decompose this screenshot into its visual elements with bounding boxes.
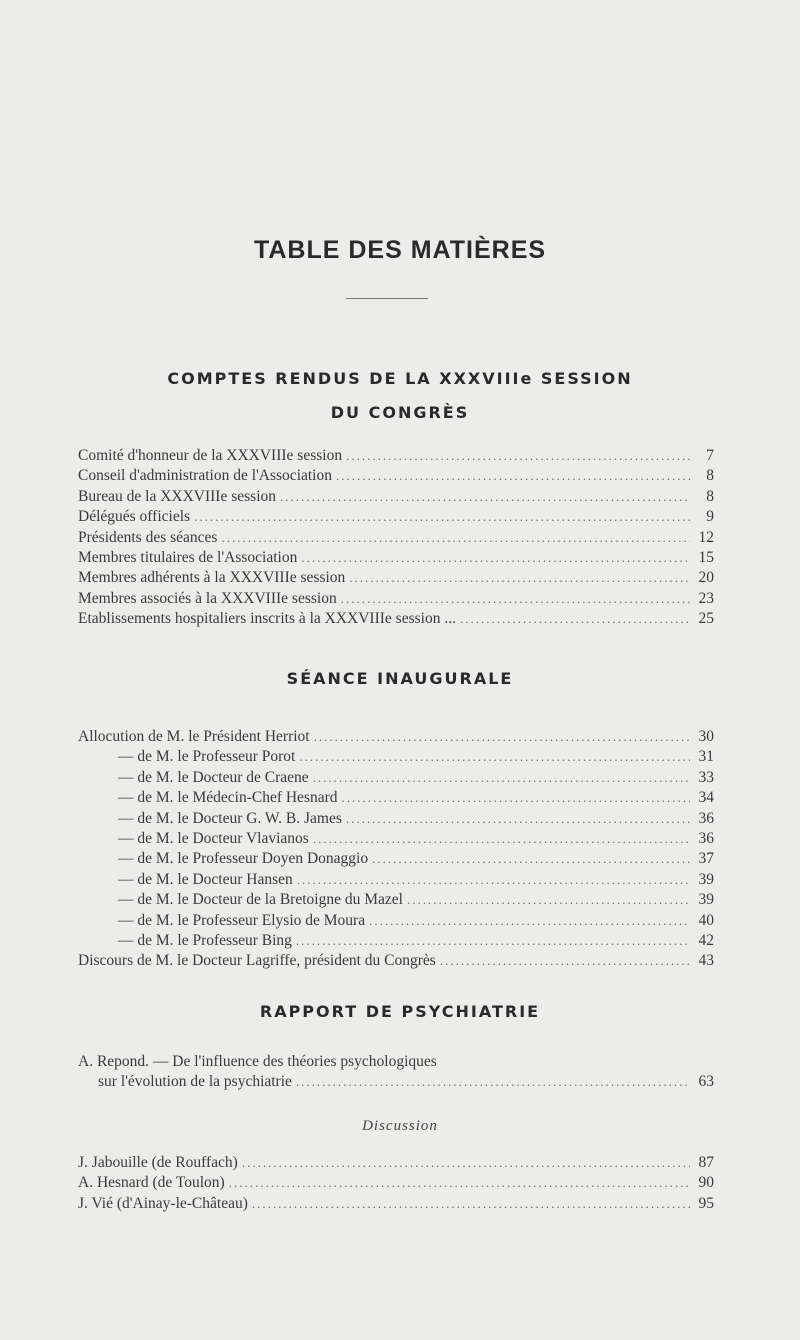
section-heading-seance: SÉANCE INAUGURALE [286,669,514,688]
dot-leader [460,611,690,627]
dot-leader [349,570,690,586]
entry-label: — de M. le Professeur Elysio de Moura [118,911,366,929]
entry-page: 37 [698,850,714,868]
entry-page: 87 [698,1154,714,1171]
entry-label: Allocution de M. le Président Herriot [78,728,310,745]
discussion-heading: Discussion [362,1118,438,1134]
toc-entry[interactable] [78,1174,714,1194]
toc-entry[interactable] [78,590,714,610]
dot-leader [280,489,690,505]
entry-label: — de M. le Docteur G. W. B. James [118,809,342,827]
toc-entry[interactable] [78,891,714,911]
entry-page: 63 [698,1073,714,1091]
entry-page: 12 [698,528,714,546]
entry-page: 43 [698,952,714,970]
entry-page: 31 [698,748,714,766]
dot-leader [229,1175,690,1191]
toc-entry[interactable] [78,769,714,789]
toc-entry[interactable] [78,850,714,870]
toc-entry-main-line1[interactable] [78,1053,714,1073]
toc-entry[interactable] [78,529,714,549]
entry-page: 39 [698,870,714,888]
entry-page: 33 [698,768,714,786]
entry-page: 23 [698,589,714,607]
entry-page: 42 [698,931,714,949]
entry-label: Délégués officiels [78,508,191,526]
toc-entry[interactable] [78,488,714,508]
entry-label: — de M. le Docteur Hansen [118,870,293,888]
section-heading-line2: DU CONGRÈS [330,403,470,422]
entry-label: — de M. le Professeur Bing [118,931,292,949]
dot-leader [299,749,690,765]
entry-page: 20 [698,569,714,587]
section-heading-line1: COMPTES RENDUS DE LA XXXVIIIe SESSION [167,369,633,388]
entry-page: 8 [706,487,714,505]
entry-label: Comité d'honneur de la XXXVIIIe session [78,447,343,464]
toc-entry[interactable] [78,549,714,569]
entry-page: 34 [698,789,714,807]
dot-leader [301,550,690,566]
toc-entry[interactable] [78,610,714,630]
dot-leader [296,933,690,949]
toc-entry[interactable] [78,1195,714,1215]
entry-page: 39 [698,891,714,909]
entry-label: — de M. le Docteur Vlavianos [118,829,309,847]
entry-label: — de M. le Docteur de Craene [118,768,309,786]
entry-label: Membres titulaires de l'Association [78,548,298,566]
entry-page: 90 [698,1174,714,1192]
dot-leader [346,811,690,827]
toc-entry[interactable] [78,569,714,589]
entry-label: J. Vié (d'Ainay-le-Château) [78,1194,248,1212]
toc-entry[interactable] [78,932,714,952]
toc-entry[interactable] [78,728,714,748]
section-heading-comptes-rendus [0,362,800,430]
entry-label: Membres associés à la XXXVIIIe session [78,589,337,607]
entry-label: Conseil d'administration de l'Association [78,467,332,485]
toc-entry[interactable] [78,810,714,830]
dot-leader [314,729,690,745]
entry-label: A. Repond. — De l'influence des théories psychologiques [78,1053,437,1070]
toc-entry[interactable] [78,1154,714,1174]
toc-entry[interactable] [78,467,714,487]
dot-leader [313,831,690,847]
section-heading-rapport: RAPPORT DE PSYCHIATRIE [259,1002,541,1021]
toc-list-comptes-rendus [78,447,714,631]
toc-entry[interactable] [78,447,714,467]
entry-label: J. Jabouille (de Rouffach) [78,1154,238,1171]
dot-leader [369,913,690,929]
toc-entry[interactable] [78,508,714,528]
toc-list-rapport-main [78,1053,714,1094]
toc-entry-main-line2[interactable] [78,1073,714,1093]
entry-label: Présidents des séances [78,528,218,546]
entry-label: Etablissements hospitaliers inscrits à la XXXVIIIe session ... [78,610,456,628]
entry-page: 95 [698,1194,714,1212]
entry-label: Discours de M. le Docteur Lagriffe, président du Congrès [78,952,436,970]
entry-label: A. Hesnard (de Toulon) [78,1174,225,1192]
entry-label: Membres adhérents à la XXXVIIIe session [78,569,346,587]
entry-page: 8 [706,467,714,485]
toc-entry[interactable] [78,748,714,768]
entry-page: 40 [698,911,714,929]
title-divider [346,298,428,299]
dot-leader [341,591,690,607]
entry-page: 36 [698,829,714,847]
entry-label: — de M. le Docteur de la Bretoigne du Mazel [118,891,403,909]
entry-page: 36 [698,809,714,827]
dot-leader [372,851,690,867]
entry-label: Bureau de la XXXVIIIe session [78,487,276,505]
page-title: TABLE DES MATIÈRES [253,236,547,264]
toc-list-seance [78,728,714,973]
dot-leader [296,1074,690,1090]
dot-leader [440,953,690,969]
entry-page: 15 [698,548,714,566]
entry-label: — de M. le Professeur Porot [118,748,296,766]
dot-leader [194,509,690,525]
dot-leader [336,468,690,484]
entry-label: — de M. le Médecin-Chef Hesnard [118,789,338,807]
entry-page: 30 [698,728,714,745]
toc-entry[interactable] [78,912,714,932]
dot-leader [297,872,690,888]
entry-label: — de M. le Professeur Doyen Donaggio [118,850,369,868]
dot-leader [313,770,690,786]
dot-leader [342,790,690,806]
dot-leader [407,892,690,908]
dot-leader [252,1196,690,1212]
toc-entry[interactable] [78,830,714,850]
dot-leader [242,1155,690,1171]
toc-entry[interactable] [78,871,714,891]
entry-page: 9 [706,508,714,526]
entry-label: sur l'évolution de la psychiatrie [98,1073,292,1091]
toc-entry[interactable] [78,789,714,809]
entry-page: 7 [706,447,714,464]
dot-leader [221,530,690,546]
toc-entry[interactable] [78,952,714,972]
toc-list-discussion [78,1154,714,1215]
entry-page: 25 [698,610,714,628]
dot-leader [346,448,690,464]
